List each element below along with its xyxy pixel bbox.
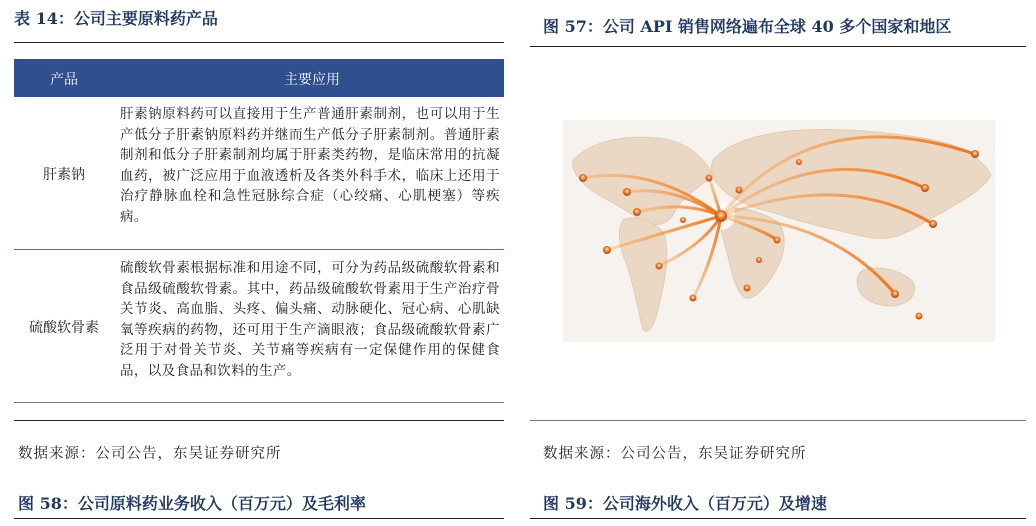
bottom-rule-right: [530, 518, 1026, 519]
figure-bottom-rule: [530, 420, 1026, 421]
bottom-rule: [14, 518, 504, 519]
row-application-heparin: 肝素钠原料药可以直接用于生产普通肝素制剂，也可以用于生产低分子肝素钠原料药并继而生产低分子肝素制剂。普通肝素制剂和低分子肝素制剂均属于肝素类药物，是临床常用的抗凝血药，被广泛应用于血液透析及各类外科手术，临床上还用于治疗静脉血栓和急性冠脉综合症（心绞痛、心肌梗塞）等疾病。: [120, 106, 500, 225]
source-note: 数据来源：公司公告，东吴证券研究所: [18, 446, 282, 462]
table-title: 表 14：公司主要原料药产品: [14, 9, 218, 28]
table-header: [14, 59, 504, 97]
world-map-image: [563, 120, 995, 342]
row-product-chondroitin: 硫酸软骨素: [29, 320, 99, 336]
section-rule: [14, 420, 504, 421]
row-separator: [14, 249, 504, 250]
row-product-heparin: 肝素钠: [43, 167, 85, 183]
next-figure-title: 图 58：公司原料药业务收入（百万元）及毛利率: [18, 494, 366, 513]
title-rule: [14, 42, 504, 43]
row-application-chondroitin: 硫酸软骨素根据标准和用途不同，可分为药品级硫酸软骨素和食品级硫酸软骨素。其中，药品级硫酸软骨素用于生产治疗骨关节炎、高血脂、头疼、偏头痛、动脉硬化、冠心病、心肌缺氧等疾病的药物，还可用于生产滴眼液；食品级硫酸软骨素广泛用于对骨关节炎、关节痛等疾病有一定保健作用的保健食品，以及食品和饮料的生产。: [120, 260, 500, 379]
figure-source-note: 数据来源：公司公告，东吴证券研究所: [543, 446, 807, 462]
table-bottom-rule: [14, 402, 504, 403]
figure-title-rule: [530, 46, 1026, 47]
figure-title: 图 57：公司 API 销售网络遍布全球 40 多个国家和地区: [543, 17, 952, 36]
next-figure-title-right: 图 59：公司海外收入（百万元）及增速: [543, 494, 827, 513]
header-application: 主要应用: [284, 72, 340, 88]
header-product: 产品: [50, 72, 78, 88]
